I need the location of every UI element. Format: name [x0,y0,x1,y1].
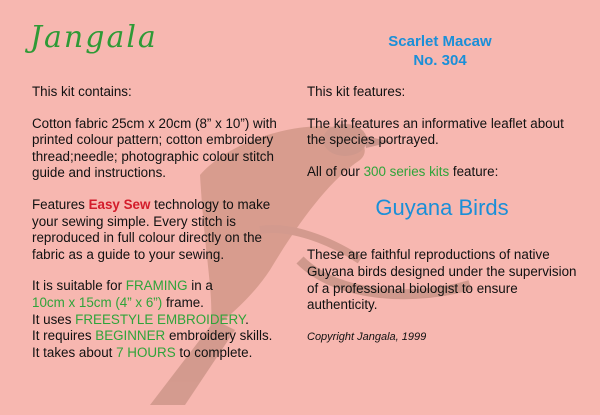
time-pre: It takes about [32,344,117,360]
features-paragraph [32,197,294,263]
frame-size: 10cm x 15cm (4” x 6”) [32,294,163,310]
copyright-notice: Copyright Jangala, 1999 [307,330,427,343]
framing-line [32,278,294,295]
style-highlight: FREESTYLE EMBROIDERY [75,311,246,327]
framing-highlight: FRAMING [125,278,188,294]
right-column [307,84,577,345]
specs-paragraph [32,278,294,361]
frame-line [32,295,294,312]
features-heading: This kit features: [307,84,406,99]
kit-name: Scarlet Macaw [388,33,492,50]
time-post: to complete. [175,344,253,360]
series-line [307,164,577,181]
style-post: . [245,311,249,327]
skill-line [32,328,294,345]
framing-pre: It is suitable for [32,278,126,294]
time-highlight: 7 HOURS [116,344,176,360]
jangala-logo: Jangala [30,20,158,55]
features-text-post: technology to make your sewing simple. Every stitch is reproduced in full colour directly on the fabric as a guide to your sewing. [32,196,271,262]
series-post: feature: [449,163,499,179]
style-pre: It uses [32,311,76,327]
leaflet-text: The kit features an informative leaflet about the species portrayed. [307,115,564,148]
easy-sew-highlight: Easy Sew [88,196,151,212]
series-description: These are faithful reproductions of native Guyana birds designed under the supervision of a professional biologist to ensure authenticity. [307,247,577,313]
left-column [32,84,294,361]
kit-header [340,32,540,70]
style-line [32,312,294,329]
skill-highlight: BEGINNER [95,328,166,344]
time-line [32,345,294,362]
series-title: Guyana Birds [375,195,509,221]
kit-contents: Cotton fabric 25cm x 20cm (8” x 10”) with printed colour pattern; cotton embroidery thread;needle; photographic colour stitch guide and instructions. [32,115,277,181]
skill-pre: It requires [32,328,96,344]
contains-heading: This kit contains: [32,84,132,99]
framing-mid: in a [187,278,213,294]
frame-post: frame. [162,294,204,310]
skill-post: embroidery skills. [165,328,273,344]
kit-number: No. 304 [413,52,467,69]
series-highlight: 300 series kits [363,163,450,179]
features-text-pre: Features [32,196,89,212]
series-pre: All of our [307,163,364,179]
